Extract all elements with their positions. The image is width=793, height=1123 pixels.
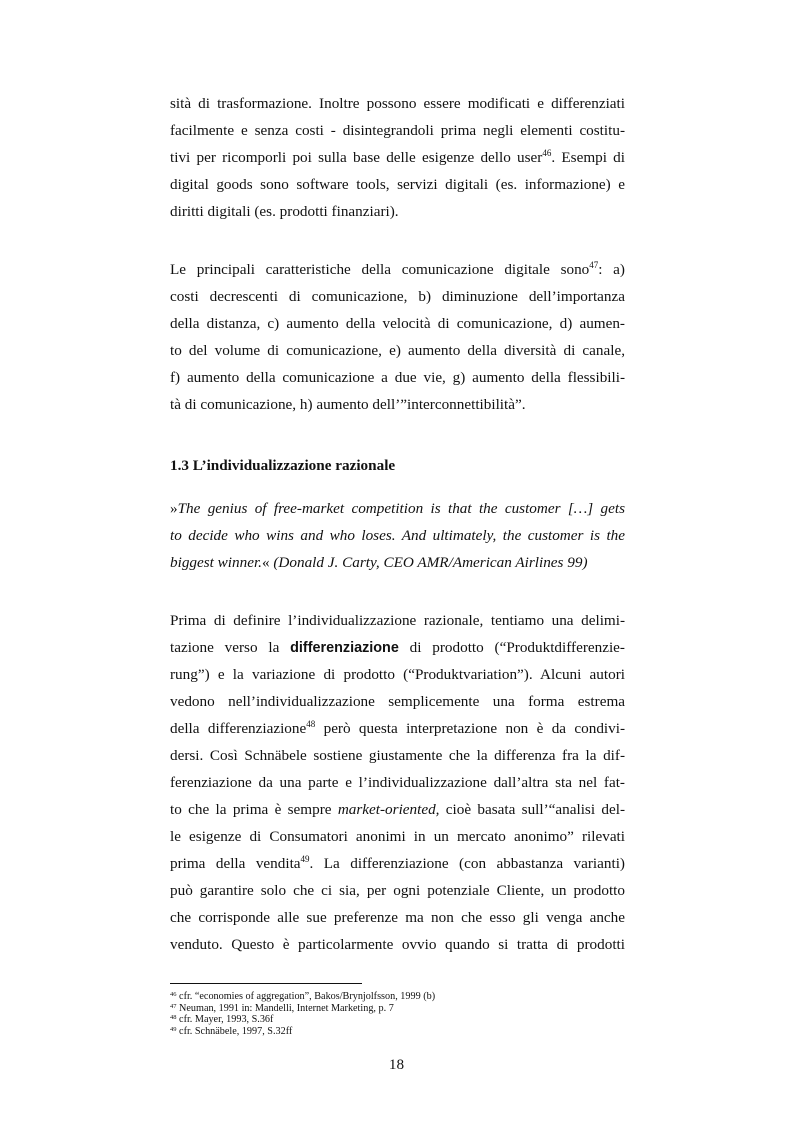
- footnote-ref: 47: [589, 260, 599, 270]
- text-line: rung”) e la variazione di prodotto (“Produktvariation”). Alcuni autori: [170, 666, 625, 683]
- text-line: Prima di definire l’individualizzazione razionale, tentiamo una delimi-: [170, 612, 625, 629]
- text-line: costi decrescenti di comunicazione, b) diminuzione dell’importanza: [170, 288, 625, 305]
- footnotes: [170, 991, 625, 1037]
- text-line: prima della vendita$^{49}$. La differenziazione (con abbastanza varianti): [170, 854, 625, 872]
- footnote: $^{46}$ cfr. “economies of aggregation”, Bakos/Brynjolfsson, 1999 (b): [170, 991, 436, 1002]
- text-line: le esigenze di Consumatori anonimi in un mercato anonimo” rilevati: [170, 828, 625, 845]
- text-line: venduto. Questo è particolarmente ovvio quando si tratta di prodotti: [170, 936, 625, 953]
- text-line: tazione verso la differenziazione di prodotto (“Produktdifferenzie-: [170, 639, 625, 656]
- text-line: biggest winner.« (Donald J. Carty, CEO AMR/American Airlines 99): [170, 554, 588, 571]
- text-line: tà di comunicazione, h) aumento dell’”interconnettibilità”.: [170, 396, 526, 413]
- text-line: della differenziazione$^{48}$ però questa interpretazione non è da condivi-: [170, 719, 625, 737]
- paragraph-digital-goods: [170, 90, 625, 225]
- text-line: vedono nell’individualizzazione semplicemente una forma estrema: [170, 693, 625, 710]
- page-number: 18: [388, 1056, 405, 1073]
- text-line: che corrisponde alle sue preferenze ma non che esso gli venga anche: [170, 909, 625, 926]
- text-line: f) aumento della comunicazione a due vie, g) aumento della flessibili-: [170, 369, 625, 386]
- paragraph-digital-communication: [170, 256, 625, 418]
- footnote: $^{49}$ cfr. Schnäbele, 1997, S.32ff: [170, 1025, 293, 1037]
- text-line: dersi. Così Schnäbele sostiene giustamente che la differenza fra la dif-: [170, 747, 625, 764]
- italic-term: market-oriented,: [337, 801, 440, 818]
- epigraph-quote: [170, 495, 625, 576]
- paragraph-individualization: [170, 607, 625, 958]
- text-line: può garantire solo che ci sia, per ogni potenziale Cliente, un prodotto: [170, 882, 625, 899]
- footnote-ref: 46: [542, 148, 552, 158]
- text-line: della distanza, c) aumento della velocità di comunicazione, d) aumen-: [170, 315, 625, 332]
- footnote: $^{47}$ Neuman, 1991 in: Mandelli, Internet Marketing, p. 7: [170, 1002, 394, 1014]
- text-line: digital goods sono software tools, servizi digitali (es. informazione) e: [170, 176, 625, 193]
- footnote: $^{48}$ cfr. Mayer, 1993, S.36f: [170, 1014, 274, 1025]
- footnote-divider: [170, 983, 362, 984]
- text-line: diritti digitali (es. prodotti finanziari).: [170, 203, 399, 220]
- text-line: »The genius of free-market competition is that the customer […] gets: [170, 500, 625, 517]
- text-line: facilmente e senza costi - disintegrandoli prima negli elementi costitu-: [170, 122, 625, 139]
- text-line: Le principali caratteristiche della comunicazione digitale sono$^{47}$: a): [170, 260, 625, 278]
- footnote-ref: 49: [300, 854, 310, 864]
- section-heading: 1.3 L’individualizzazione razionale: [170, 457, 396, 474]
- text-line: tivi per ricomporli poi sulla base delle esigenze dello user$^{46}$. Esempi di: [170, 148, 625, 166]
- text-line: sità di trasformazione. Inoltre possono essere modificati e differenziati: [170, 95, 625, 112]
- text-line: to che la prima è sempre market-oriented, cioè basata sull’“analisi del-: [170, 801, 626, 818]
- footnote-ref: 48: [306, 719, 316, 729]
- text-line: to decide who wins and who loses. And ultimately, the customer is the: [170, 527, 625, 544]
- text-line: ferenziazione da una parte e l’individualizzazione dall’altra sta nel fat-: [170, 774, 625, 791]
- text-line: to del volume di comunicazione, e) aumento della diversità di canale,: [170, 342, 625, 359]
- bold-term: differenziazione: [290, 640, 399, 656]
